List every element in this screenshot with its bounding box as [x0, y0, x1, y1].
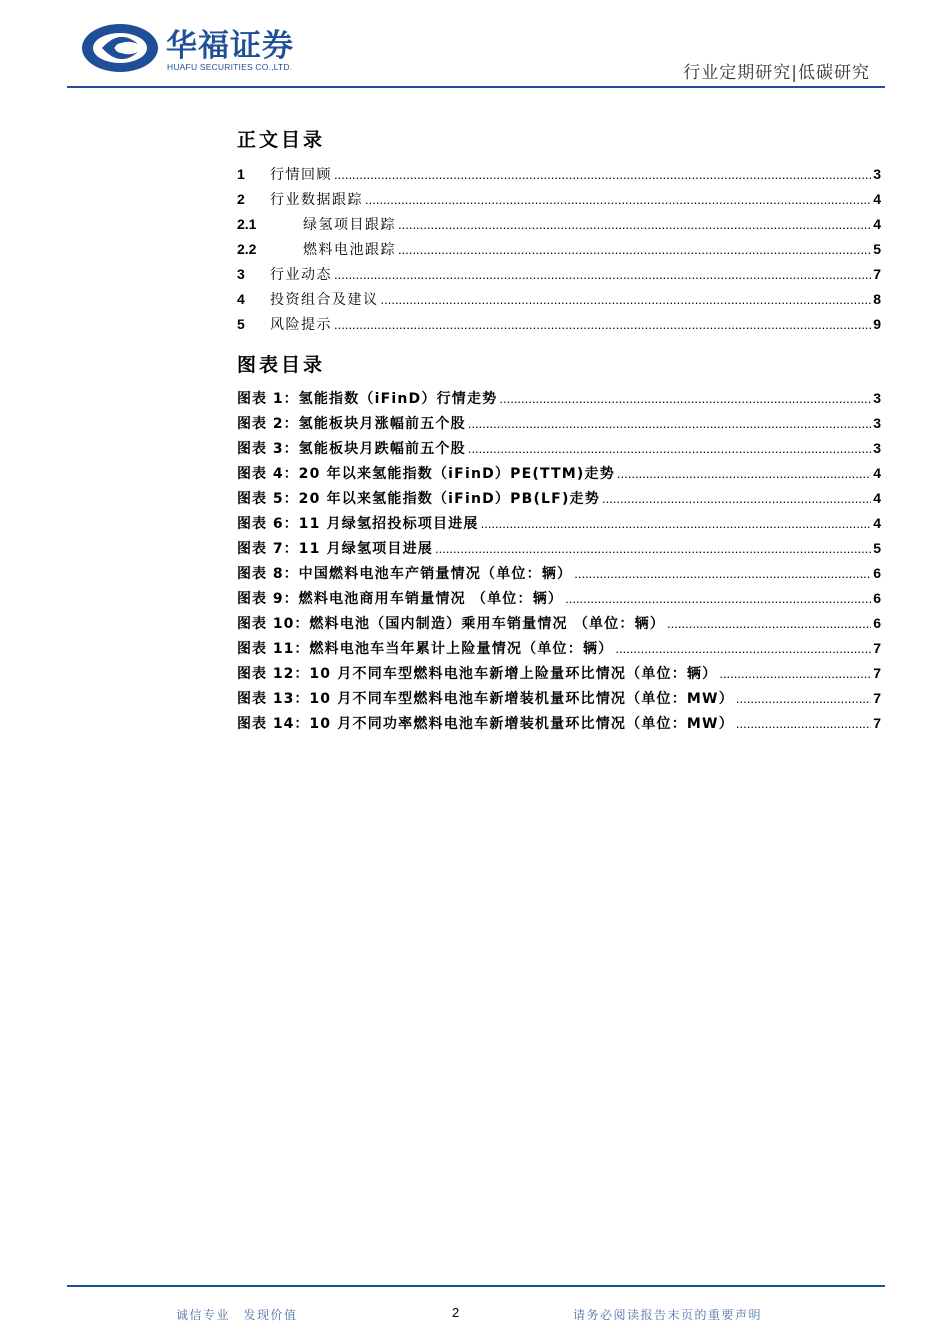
figure-leader-dots	[468, 441, 871, 456]
figure-entry-page: 4	[873, 490, 881, 506]
figure-entry-label: 图表 8：	[237, 566, 299, 582]
figure-entry-title: 燃料电池商用车销量情况 （单位：辆）	[298, 591, 564, 607]
figure-entry-page: 5	[873, 540, 881, 556]
footer-slogan: 诚信专业 发现价值	[176, 1308, 298, 1322]
figure-entry[interactable]	[237, 713, 881, 738]
toc-entry[interactable]	[237, 289, 881, 314]
page-number: 2	[452, 1305, 460, 1320]
figure-leader-dots	[481, 516, 872, 531]
figure-entry[interactable]	[237, 538, 881, 563]
toc-entry-title: 燃料电池跟踪	[303, 242, 396, 258]
toc-entry[interactable]	[237, 214, 881, 239]
logo-english-name: HUAFU SECURITIES CO.,LTD.	[167, 62, 293, 72]
figure-entry-label: 图表 7：	[237, 541, 299, 557]
figure-entry-title: 氢能指数（iFinD）行情走势	[298, 391, 498, 407]
figure-entry-label: 图表 5：	[237, 491, 299, 507]
footer-divider	[67, 1285, 885, 1287]
figure-entry-title: 20 年以来氢能指数（iFinD）PE(TTM)走势	[298, 466, 615, 482]
figures-heading: 图表目录	[237, 354, 326, 376]
figures-list	[237, 388, 881, 738]
toc-entry-title: 绿氢项目跟踪	[303, 217, 396, 233]
toc-list	[237, 164, 881, 339]
figure-leader-dots	[617, 466, 871, 481]
figure-leader-dots	[736, 716, 871, 731]
figure-leader-dots	[435, 541, 871, 556]
figure-entry[interactable]	[237, 488, 881, 513]
figure-entry-page: 4	[873, 515, 881, 531]
figure-entry-label: 图表 3：	[237, 441, 299, 457]
figure-entry-page: 6	[873, 565, 881, 581]
figure-entry[interactable]	[237, 613, 881, 638]
toc-heading: 正文目录	[237, 129, 326, 151]
toc-entry-number: 4	[237, 291, 245, 307]
footer-disclaimer: 请务必阅读报告末页的重要声明	[573, 1308, 763, 1322]
toc-entry-number: 2	[237, 191, 245, 207]
figure-entry-title: 中国燃料电池车产销量情况（单位：辆）	[298, 566, 573, 582]
figure-entry-page: 6	[873, 615, 881, 631]
toc-entry-title: 行情回顾	[270, 167, 332, 183]
figure-entry[interactable]	[237, 688, 881, 713]
toc-entry-title: 投资组合及建议	[270, 292, 379, 308]
figure-entry-page: 7	[873, 715, 881, 731]
toc-leader-dots	[334, 317, 871, 332]
figure-entry-page: 3	[873, 415, 881, 431]
toc-entry-number: 2.2	[237, 241, 257, 257]
figure-entry-page: 7	[873, 690, 881, 706]
figure-entry-title: 11 月绿氢招投标项目进展	[298, 516, 479, 532]
figure-entry[interactable]	[237, 438, 881, 463]
figure-leader-dots	[574, 566, 871, 581]
figure-entry-page: 3	[873, 440, 881, 456]
toc-entry-title: 行业动态	[270, 267, 332, 283]
toc-leader-dots	[334, 167, 871, 182]
figure-entry[interactable]	[237, 588, 881, 613]
figure-entry[interactable]	[237, 388, 881, 413]
figure-entry-label: 图表 4：	[237, 466, 299, 482]
toc-entry-page: 3	[873, 166, 881, 182]
figure-entry-label: 图表 10：	[237, 616, 310, 632]
figure-entry[interactable]	[237, 463, 881, 488]
figure-leader-dots	[565, 591, 871, 606]
figure-entry-label: 图表 1：	[237, 391, 299, 407]
toc-leader-dots	[365, 192, 871, 207]
toc-entry[interactable]	[237, 264, 881, 289]
report-category: 行业定期研究|低碳研究	[683, 63, 870, 83]
toc-leader-dots	[398, 217, 871, 232]
toc-entry-title: 风险提示	[270, 317, 332, 333]
figure-leader-dots	[736, 691, 871, 706]
figure-entry-page: 6	[873, 590, 881, 606]
figure-entry-label: 图表 6：	[237, 516, 299, 532]
figure-entry-title: 20 年以来氢能指数（iFinD）PB(LF)走势	[298, 491, 600, 507]
toc-entry-number: 2.1	[237, 216, 257, 232]
figure-entry-title: 10 月不同车型燃料电池车新增上险量环比情况（单位：辆）	[309, 666, 718, 682]
figure-entry-page: 3	[873, 390, 881, 406]
figure-entry[interactable]	[237, 638, 881, 663]
figure-entry-label: 图表 12：	[237, 666, 310, 682]
toc-leader-dots	[398, 242, 871, 257]
figure-leader-dots	[602, 491, 871, 506]
toc-leader-dots	[334, 267, 871, 282]
figure-entry-page: 7	[873, 640, 881, 656]
figure-leader-dots	[719, 666, 871, 681]
figure-entry-label: 图表 11：	[237, 641, 310, 657]
header-divider	[67, 86, 885, 88]
figure-entry-page: 4	[873, 465, 881, 481]
figure-leader-dots	[468, 416, 871, 431]
figure-entry-title: 11 月绿氢项目进展	[298, 541, 433, 557]
figure-leader-dots	[615, 641, 871, 656]
figure-entry-title: 燃料电池（国内制造）乘用车销量情况 （单位：辆）	[309, 616, 666, 632]
toc-entry[interactable]	[237, 164, 881, 189]
figure-entry[interactable]	[237, 513, 881, 538]
toc-entry[interactable]	[237, 239, 881, 264]
toc-entry-title: 行业数据跟踪	[270, 192, 363, 208]
logo-chinese-name: 华福证券	[166, 28, 294, 64]
figure-entry-title: 燃料电池车当年累计上险量情况（单位：辆）	[309, 641, 614, 657]
toc-entry-page: 9	[873, 316, 881, 332]
figure-entry-title: 氢能板块月跌幅前五个股	[298, 441, 466, 457]
toc-entry-page: 7	[873, 266, 881, 282]
figure-entry-label: 图表 9：	[237, 591, 299, 607]
toc-entry[interactable]	[237, 314, 881, 339]
toc-leader-dots	[381, 292, 872, 307]
toc-entry-number: 3	[237, 266, 245, 282]
figure-leader-dots	[667, 616, 871, 631]
toc-entry-number: 1	[237, 166, 245, 182]
figure-entry-page: 7	[873, 665, 881, 681]
toc-entry[interactable]	[237, 189, 881, 214]
huafu-logo-icon	[80, 22, 160, 74]
figure-entry[interactable]	[237, 663, 881, 688]
toc-entry-page: 4	[873, 216, 881, 232]
company-logo	[80, 20, 320, 76]
figure-entry[interactable]	[237, 563, 881, 588]
figure-entry-title: 氢能板块月涨幅前五个股	[298, 416, 466, 432]
toc-entry-page: 5	[873, 241, 881, 257]
toc-entry-number: 5	[237, 316, 245, 332]
toc-entry-page: 4	[873, 191, 881, 207]
figure-entry-label: 图表 14：	[237, 716, 310, 732]
figure-entry-title: 10 月不同功率燃料电池车新增装机量环比情况（单位：MW）	[309, 716, 734, 732]
figure-entry-title: 10 月不同车型燃料电池车新增装机量环比情况（单位：MW）	[309, 691, 734, 707]
figure-entry[interactable]	[237, 413, 881, 438]
figure-entry-label: 图表 2：	[237, 416, 299, 432]
figure-leader-dots	[499, 391, 871, 406]
figure-entry-label: 图表 13：	[237, 691, 310, 707]
toc-entry-page: 8	[873, 291, 881, 307]
